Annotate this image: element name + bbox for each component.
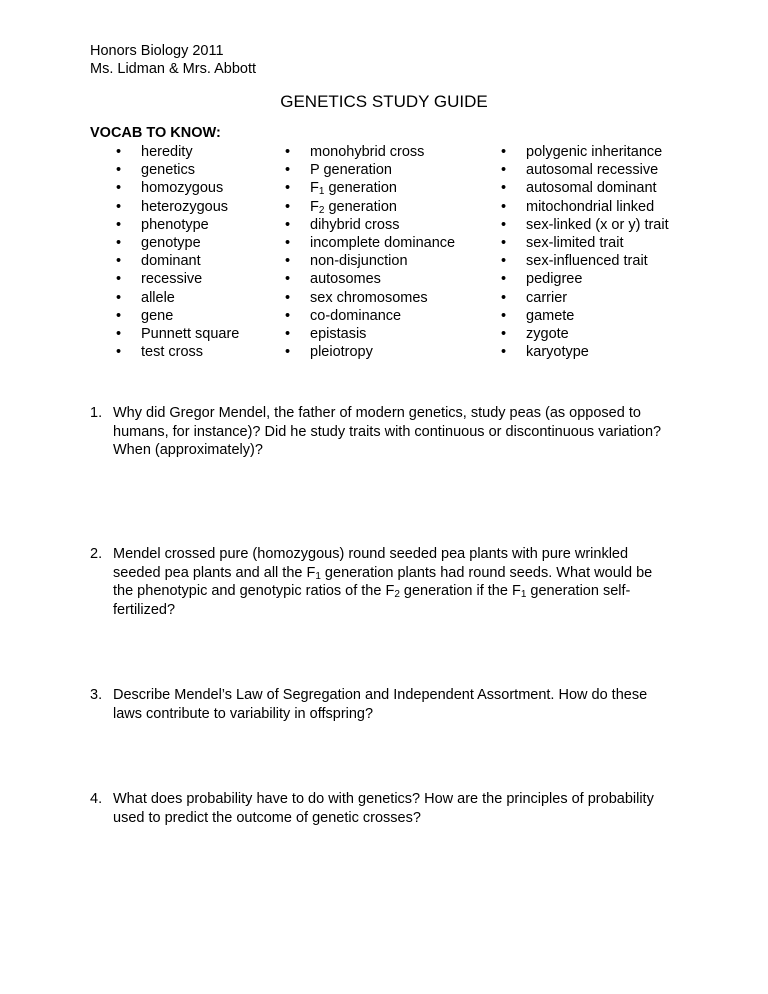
bullet-icon: • [285,198,291,215]
vocab-term-text: epistasis [310,326,367,343]
bullet-icon: • [285,253,291,270]
vocab-term-text: allele [141,289,175,306]
vocab-term-text: genotype [141,235,201,252]
bullet-icon: • [501,344,507,361]
vocab-term-text: P generation [310,162,392,179]
question-number: 2. [90,546,103,562]
vocab-term [501,325,669,343]
bullet-icon: • [116,307,122,324]
question-text-line: Describe Mendel’s Law of Segregation and Independent Assortment. How do these [113,687,648,703]
question-1 [90,404,690,460]
vocab-term-text: gamete [526,307,575,324]
vocab-term [116,252,239,270]
bullet-icon: • [501,307,507,324]
vocab-term-text: pedigree [526,271,583,288]
question-text-line: What does probability have to do with genetics? How are the principles of probability [113,791,654,807]
bullet-icon: • [285,326,291,343]
vocab-term-text: autosomal recessive [526,162,659,179]
question-number: 1. [90,405,103,421]
question-text-line: the phenotypic and genotypic ratios of the $F_2$ generation if the $F_1$ generation self- [113,583,631,600]
bullet-icon: • [285,162,291,179]
bullet-icon: • [501,216,507,233]
question-text-line: laws contribute to variability in offspring? [113,705,374,722]
vocab-term-text: incomplete dominance [310,235,456,252]
vocab-term-text: dominant [141,253,201,270]
vocab-term-text: sex-linked (x or y) trait [526,216,669,233]
bullet-icon: • [285,216,291,233]
vocab-term [285,325,455,343]
question-text-line: fertilized? [113,601,176,618]
vocab-term [116,216,239,234]
vocab-term [285,234,455,252]
course-line: Honors Biology 2011 [90,43,224,59]
bullet-icon: • [285,271,291,288]
bullet-icon: • [116,162,122,179]
bullet-icon: • [116,144,122,160]
bullet-icon: • [116,326,122,343]
vocab-term [285,179,455,197]
vocab-term [285,143,455,161]
vocab-term-text: sex-influenced trait [526,253,648,270]
vocab-term-text: co-dominance [310,307,402,324]
vocab-term-text: karyotype [526,344,589,361]
vocab-term [285,216,455,234]
vocab-term [116,161,239,179]
vocab-term-text: heredity [141,144,193,160]
bullet-icon: • [116,235,122,252]
vocab-term [116,289,239,307]
vocab-term-text: carrier [526,289,568,306]
vocab-term-text: non-disjunction [310,253,408,270]
vocab-term-text: zygote [526,326,569,343]
vocab-term [501,234,669,252]
bullet-icon: • [285,307,291,324]
vocab-term [116,325,239,343]
vocab-term [285,198,455,216]
vocab-term [501,198,669,216]
question-text-line: Mendel crossed pure (homozygous) round seeded pea plants with pure wrinkled [113,546,629,562]
vocab-term-text: pleiotropy [310,344,373,361]
question-number: 3. [90,687,103,703]
bullet-icon: • [116,216,122,233]
question-text-line: seeded pea plants and all the $F_1$ generation plants had round seeds. What would be [113,564,653,582]
vocab-term [285,343,455,361]
bullet-icon: • [116,198,122,215]
vocab-term-text: Punnett square [141,326,240,343]
bullet-icon: • [501,326,507,343]
question-text-line: used to predict the outcome of genetic crosses? [113,809,421,826]
vocab-term [116,143,239,161]
teachers-line: Ms. Lidman & Mrs. Abbott [90,61,257,77]
document-header [90,42,256,78]
bullet-icon: • [285,180,291,197]
question-2 [90,545,690,619]
question-3 [90,686,690,723]
bullet-icon: • [116,253,122,270]
bullet-icon: • [501,289,507,306]
vocab-term [285,270,455,288]
vocab-column-3 [501,143,669,361]
bullet-icon: • [285,144,291,160]
vocab-term-text: sex chromosomes [310,289,428,306]
vocab-term [501,216,669,234]
vocab-term-text: dihybrid cross [310,216,400,233]
vocab-term [116,343,239,361]
vocab-term [501,143,669,161]
bullet-icon: • [116,180,122,197]
vocab-term [116,179,239,197]
vocab-term [501,343,669,361]
vocab-term-text: homozygous [141,180,224,197]
vocab-term-text: phenotype [141,216,209,233]
vocab-term-text: mitochondrial linked [526,198,655,215]
bullet-icon: • [285,289,291,306]
question-text-line: Why did Gregor Mendel, the father of modern genetics, study peas (as opposed to [113,405,641,421]
vocab-term-text: heterozygous [141,198,229,215]
vocab-term [285,252,455,270]
question-4 [90,790,690,827]
vocab-term [116,270,239,288]
vocab-term-text: $F_2$ generation [310,198,397,216]
vocab-term [501,161,669,179]
vocab-term-text: gene [141,307,174,324]
vocab-term [501,289,669,307]
bullet-icon: • [501,271,507,288]
vocab-term [501,179,669,197]
question-text-line: humans, for instance)? Did he study traits with continuous or discontinuous variation? [113,423,662,440]
bullet-icon: • [501,253,507,270]
bullet-icon: • [285,344,291,361]
vocab-term-text: test cross [141,344,204,361]
vocab-term [116,198,239,216]
vocab-column-2 [285,143,455,361]
bullet-icon: • [501,180,507,197]
bullet-icon: • [285,235,291,252]
bullet-icon: • [116,344,122,361]
vocab-term [285,307,455,325]
vocab-term-text: monohybrid cross [310,144,425,160]
vocab-term-text: genetics [141,162,196,179]
vocab-term [501,252,669,270]
vocab-term-text: recessive [141,271,203,288]
vocab-term-text: sex-limited trait [526,235,624,252]
vocab-term-text: autosomes [310,271,381,288]
vocab-term [501,307,669,325]
bullet-icon: • [501,144,507,160]
bullet-icon: • [116,289,122,306]
vocab-term-text: polygenic inheritance [526,144,663,160]
vocab-term [285,289,455,307]
vocab-heading: VOCAB TO KNOW: [90,125,221,141]
vocab-term [116,307,239,325]
question-number: 4. [90,791,103,807]
bullet-icon: • [501,162,507,179]
bullet-icon: • [501,235,507,252]
bullet-icon: • [501,198,507,215]
bullet-icon: • [116,271,122,288]
vocab-term-text: autosomal dominant [526,180,657,197]
vocab-column-1 [116,143,239,361]
vocab-term-text: $F_1$ generation [310,180,397,198]
vocab-term [285,161,455,179]
vocab-term [116,234,239,252]
page-title: GENETICS STUDY GUIDE [280,92,488,111]
question-text-line: When (approximately)? [113,442,263,458]
vocab-term [501,270,669,288]
